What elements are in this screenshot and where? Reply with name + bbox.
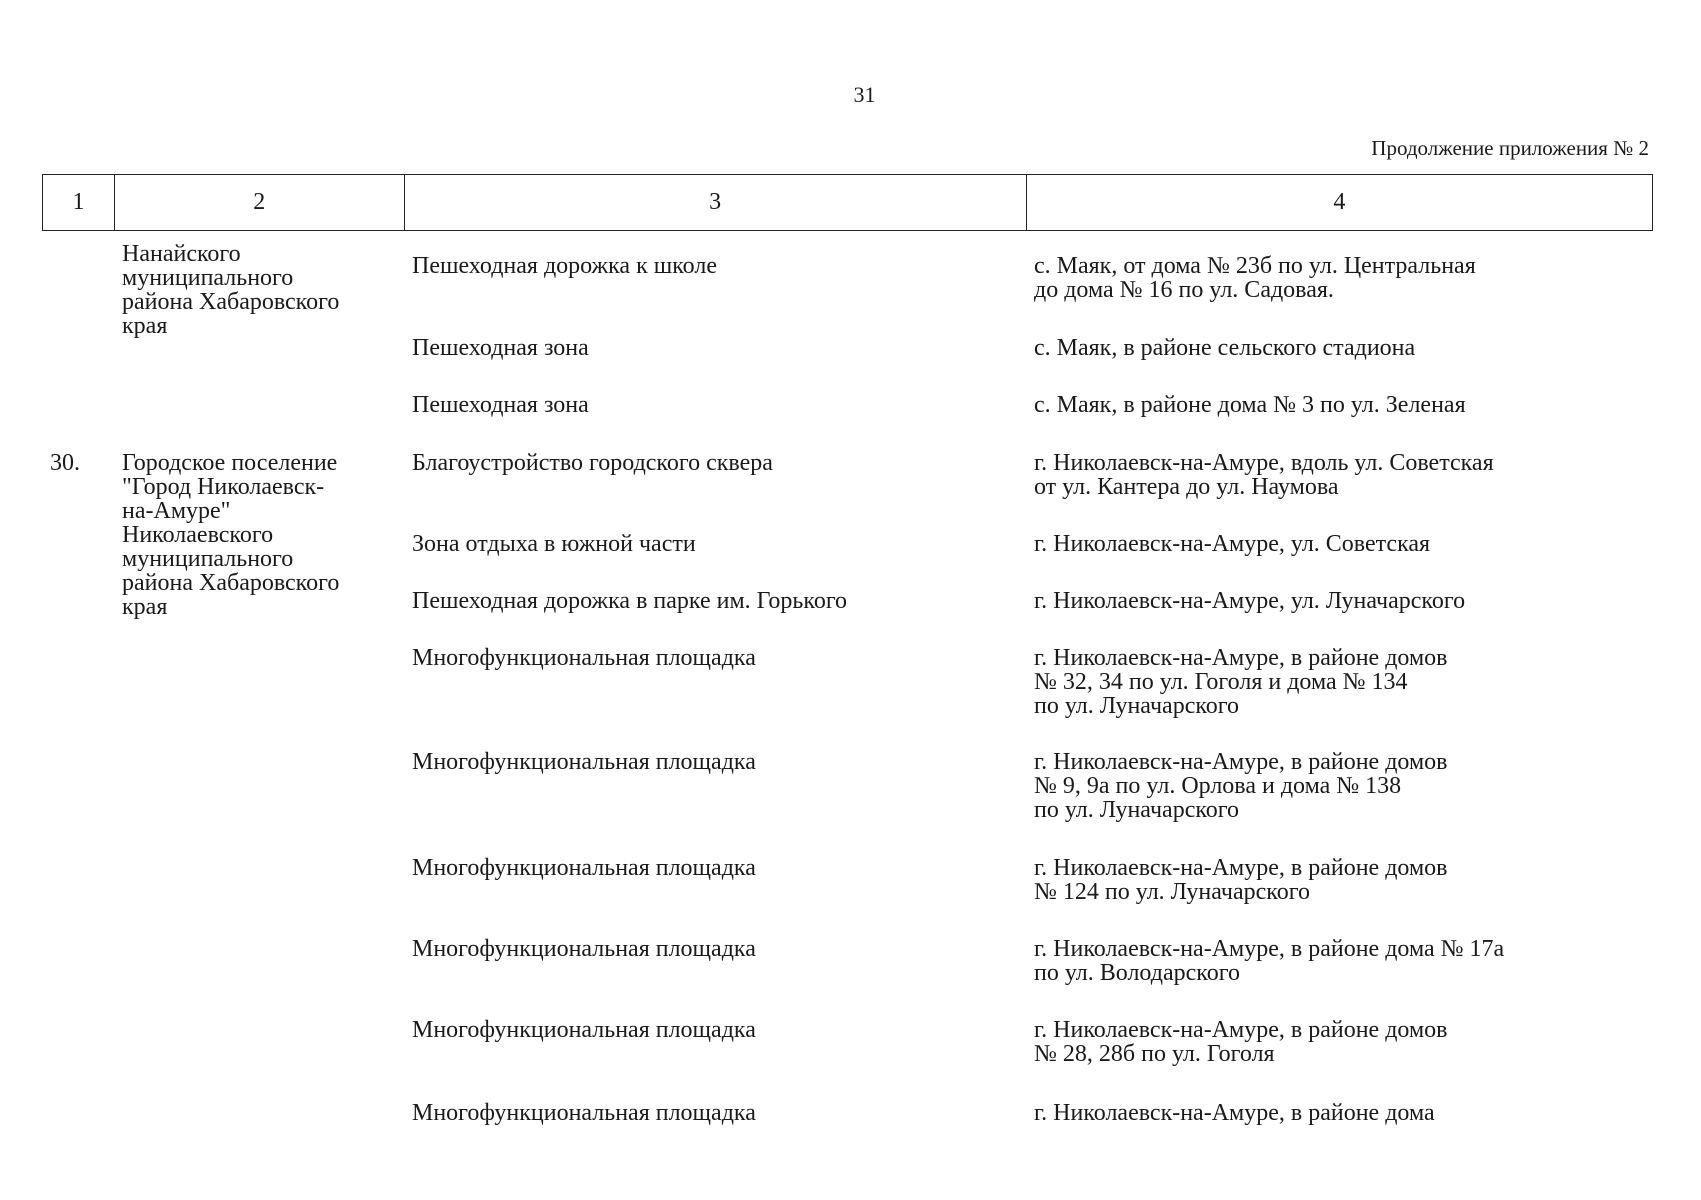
municipality-cell: Нанайского муниципального района Хабаровского края [122, 241, 340, 339]
header-cell-2: 2 [115, 175, 405, 230]
object-address: г. Николаевск-на-Амуре, в районе домов № 9, 9а по ул. Орлова и дома № 138 по ул. Луначарского [1034, 749, 1448, 823]
header-cell-3: 3 [405, 175, 1027, 230]
object-name: Многофункциональная площадка [412, 1017, 756, 1043]
object-address: г. Николаевск-на-Амуре, ул. Советская [1034, 531, 1431, 557]
object-name: Пешеходная дорожка в парке им. Горького [412, 588, 848, 614]
object-address: г. Николаевск-на-Амуре, в районе дома № 17а по ул. Володарского [1034, 936, 1505, 986]
object-name: Пешеходная зона [412, 392, 589, 418]
object-address: г. Николаевск-на-Амуре, в районе домов № 28, 28б по ул. Гоголя [1034, 1017, 1448, 1067]
municipality-cell: Городское поселение "Город Николаевск- на-Амуре" Николаевского муниципального района Хабаровского края [122, 450, 340, 620]
object-name: Благоустройство городского сквера [412, 450, 773, 476]
page-number: 31 [853, 82, 876, 107]
object-name: Многофункциональная площадка [412, 645, 756, 671]
object-address: г. Николаевск-на-Амуре, вдоль ул. Советская от ул. Кантера до ул. Наумова [1034, 450, 1494, 500]
object-name: Многофункциональная площадка [412, 1100, 756, 1126]
object-name: Пешеходная дорожка к школе [412, 253, 717, 279]
header-cell-4: 4 [1333, 189, 1346, 215]
object-address: г. Николаевск-на-Амуре, ул. Луначарского [1034, 588, 1466, 614]
object-address: г. Николаевск-на-Амуре, в районе домов № 124 по ул. Луначарского [1034, 855, 1448, 905]
object-name: Многофункциональная площадка [412, 749, 756, 775]
header-cell-1: 1 [43, 175, 115, 230]
object-address: с. Маяк, в районе дома № 3 по ул. Зеленая [1034, 392, 1466, 418]
object-name: Зона отдыха в южной части [412, 531, 696, 557]
object-name: Многофункциональная площадка [412, 855, 756, 881]
object-address: с. Маяк, от дома № 23б по ул. Центральная до дома № 16 по ул. Садовая. [1034, 253, 1476, 303]
object-address: г. Николаевск-на-Амуре, в районе домов № 32, 34 по ул. Гоголя и дома № 134 по ул. Луначарского [1034, 645, 1448, 719]
object-address: с. Маяк, в районе сельского стадиона [1034, 335, 1416, 361]
object-name: Пешеходная зона [412, 335, 589, 361]
table-header-row [42, 174, 1653, 231]
object-address: г. Николаевск-на-Амуре, в районе дома [1034, 1100, 1435, 1126]
row-number: 30. [50, 450, 80, 476]
object-name: Многофункциональная площадка [412, 936, 756, 962]
appendix-continuation-note: Продолжение приложения № 2 [1371, 136, 1649, 160]
